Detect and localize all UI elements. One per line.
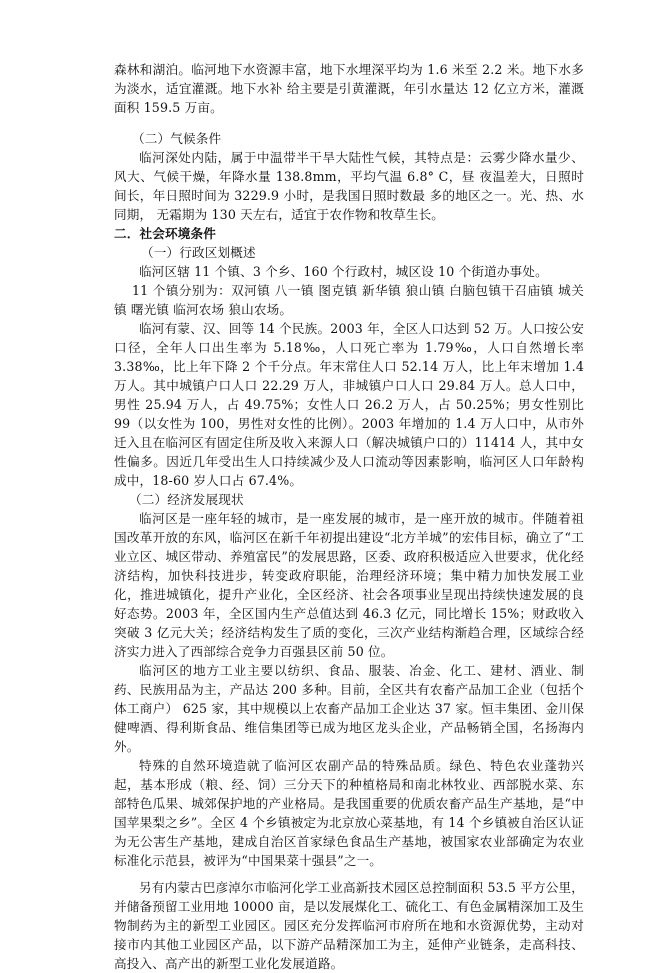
heading-climate: （二）气候条件 (132, 131, 222, 146)
paragraph-population: 临河有蒙、汉、回等 14 个民族。2003 年，全区人口达到 52 万。人口按公安口径，全年人口出生率为 5.18‰，人口死亡率为 1.79‰，人口自然增长率 3.38‰，比上年下降 2 个千分点。年末常住人口 52.14 万人，比上年末增加 1.4 万人。其中城镇户口人口 22.29 万人，非城镇户口人口 29.84 万人。总人口中，男性 25.94 万人，占 49.75%；女性人口 26.2 万人，占 50.25%；男女性别比 99（以女性为 100，男性对女性的比例）。2003 年增加的 1.4 万人口中，从市外迁入且在临河区有固定住所及收入来源人口（解决城镇户口的）11414 人，其中女性偏多。因近几年受出生人口持续减少及人口流动等因素影响，临河区人口年龄构成中，18-60 岁人口占 67.4%。 (114, 321, 584, 488)
paragraph-economy-3: 特殊的自然环境造就了临河区农副产品的特殊品质。绿色、特色农业蓬勃兴起，基本形成（粮、经、饲）三分天下的种植格局和南北林牧业、西部脱水菜、东部特色瓜果、城郊保护地的产业格局。是我国重要的优质农畜产品生产基地，是“中国苹果梨之乡”。全区 4 个乡镇被定为北京放心菜基地，有 14 个乡镇被自治区认证为无公害生产基地，建成自治区首家绿色食品生产基地，被国家农业部确定为农业标准化示范县，被评为“中国果菜十强县”之一。 (114, 758, 584, 868)
heading-social-environment: 二．社会环境条件 (114, 226, 216, 241)
paragraph-economy-2: 临河区的地方工业主要以纺织、食品、服装、冶金、化工、建材、酒业、制药、民族用品为主，产品达 200 多种。目前，全区共有农畜产品加工企业（包括个体工商户） 625 家，其中规模以上农畜产品加工企业达 37 家。恒丰集团、金川保健啤酒、得利斯食品、维信集团等已成为地区龙头企业，产品畅销全国，名扬海内外。 (114, 663, 584, 754)
paragraph-administrative-2: 11 个镇分别为：双河镇 八一镇 图克镇 新华镇 狼山镇 白脑包镇干召庙镇 城关镇 曙光镇 临河农场 狼山农场。 (114, 283, 584, 317)
paragraph-administrative-1: 临河区辖 11 个镇、3 个乡、160 个行政村，城区设 10 个街道办事处。 (139, 264, 548, 279)
paragraph-economy-1: 临河区是一座年轻的城市，是一座发展的城市，是一座开放的城市。伴随着祖国改革开放的东风，临河区在新千年初提出建设“北方羊城”的宏伟目标，确立了“工业立区、城区带动、养殖富民”的发展思路，区委、政府积极适应入世要求，优化经济结构，加快科技进步，转变政府职能，治理经济环境；集中精力加快发展工业化，推进城镇化，提升产业化，全区经济、社会各项事业呈现出持续快速发展的良好态势。2003 年，全区国内生产总值达到 46.3 亿元，同比增长 15%；财政收入突破 3 亿元大关；经济结构发生了质的变化，三次产业结构渐趋合理，区域综合经济实力进入了西部综合竞争力百强县区前 50 位。 (114, 511, 584, 659)
paragraph-water-resources: 森林和湖泊。临河地下水资源丰富，地下水埋深平均为 1.6 米至 2.2 米。地下水多为淡水，适宜灌溉。地下水补 给主要是引黄灌溉，年引水量达 12 亿立方米，灌溉面积 159.5 万亩。 (114, 62, 584, 115)
heading-administrative-division: （一）行政区划概述 (141, 245, 256, 260)
heading-economy: （二）经济发展现状 (129, 492, 244, 507)
document-page (114, 60, 584, 973)
paragraph-economy-4: 另有内蒙古巴彦淖尔市临河化学工业高新技术园区总控制面积 53.5 平方公里，并储备预留工业用地 10000 亩，是以发展煤化工、硫化工、有色金属精深加工及生物制药为主的新型工业园区。园区充分发挥临河市府所在地和水资源优势，主动对接市内其他工业园区产品，以下游产品精深加工为主，延伸产业链条，走高科技、高投入、高产出的新型工业化发展道路。 (114, 880, 584, 971)
paragraph-climate: 临河深处内陆，属于中温带半干旱大陆性气候，其特点是：云雾少降水量少、风大、气候干燥，年降水量 138.8mm，平均气温 6.8° C，昼 夜温差大，日照时间长，年日照时间为 3229.9 小时，是我国日照时数最 多的地区之一。光、热、水同期， 无霜期为 130 天左右，适宜于农作物和牧草生长。 (114, 150, 584, 222)
